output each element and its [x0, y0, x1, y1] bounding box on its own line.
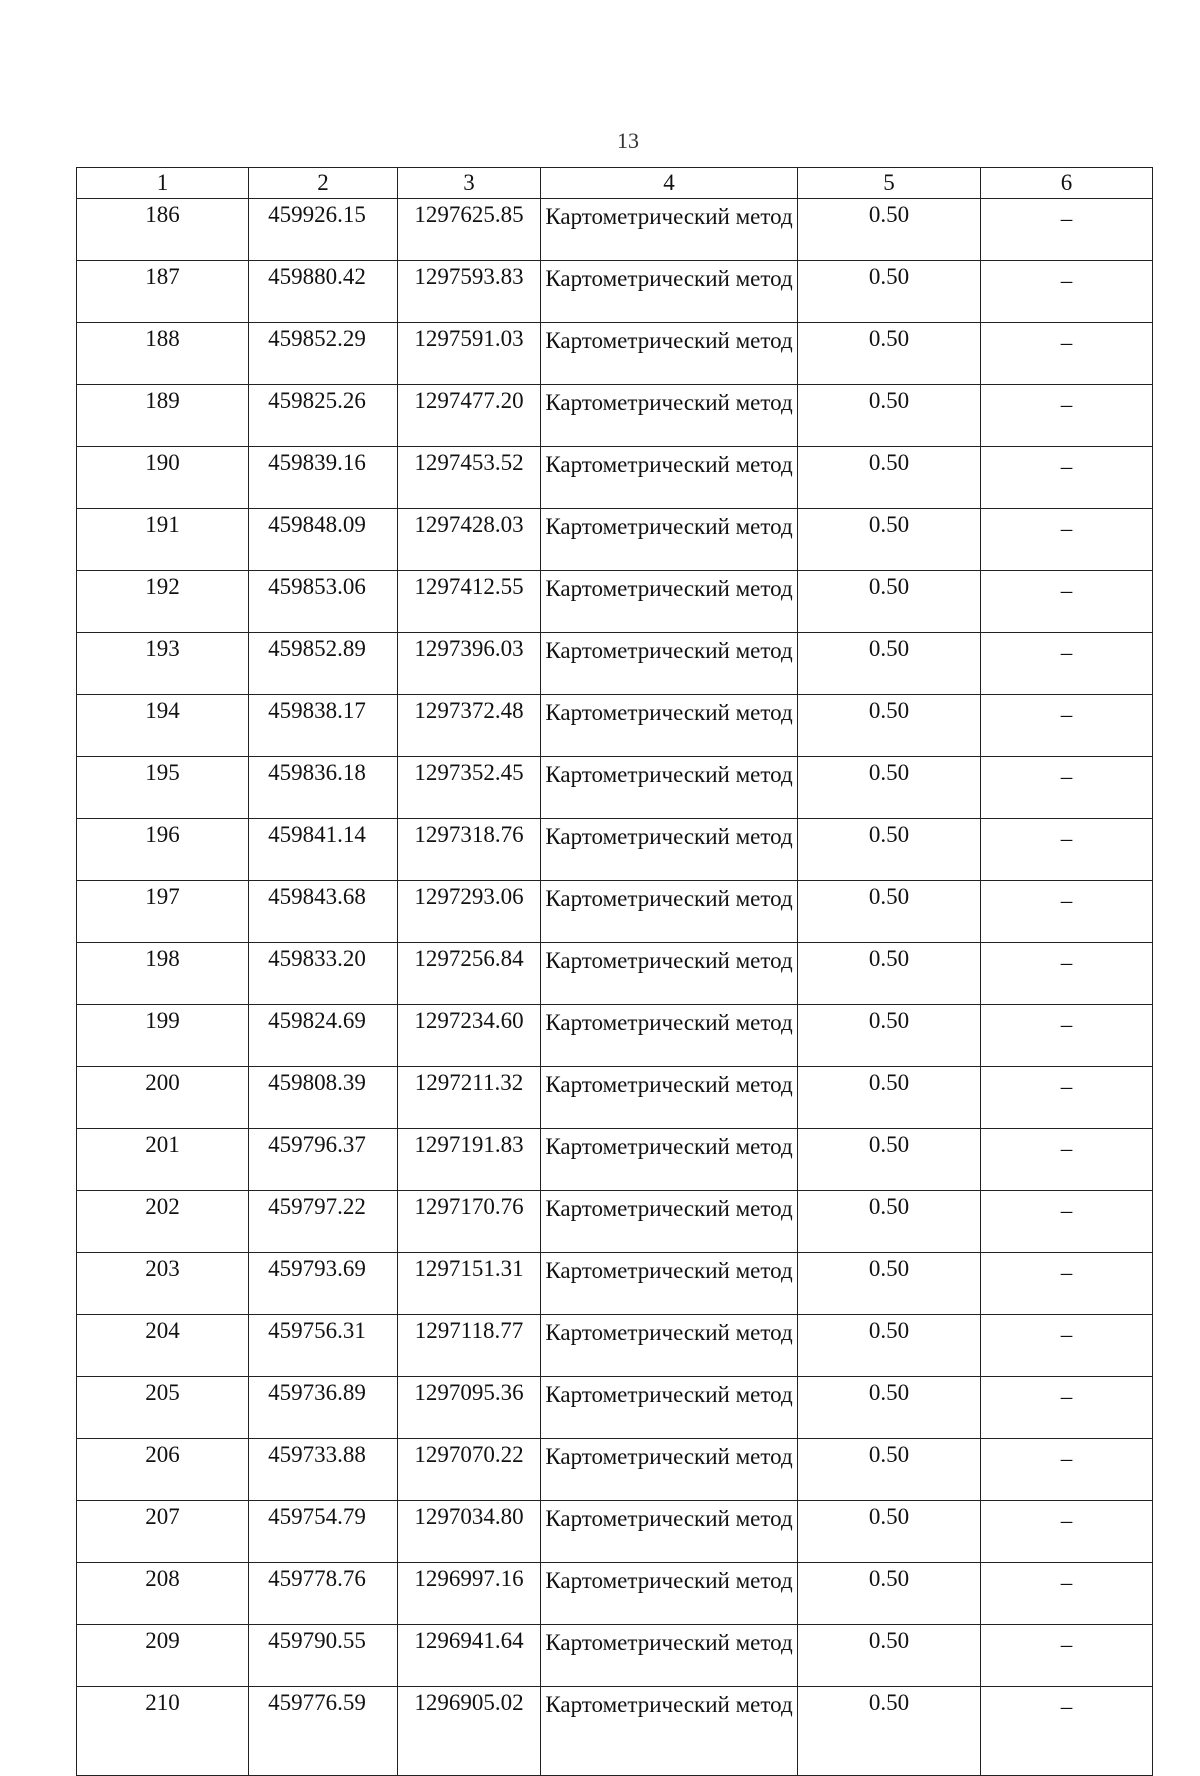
y-coordinate-cell: 1296941.64: [398, 1625, 541, 1687]
x-coordinate-cell: 459836.18: [249, 757, 398, 819]
x-coordinate-cell: 459825.26: [249, 385, 398, 447]
note-cell: –: [981, 1005, 1153, 1067]
x-coordinate-cell: 459808.39: [249, 1067, 398, 1129]
note-cell: –: [981, 757, 1153, 819]
accuracy-cell: 0.50: [798, 323, 981, 385]
x-coordinate-cell: 459790.55: [249, 1625, 398, 1687]
table-body: [77, 199, 1153, 1776]
column-header: 1: [77, 168, 249, 199]
y-coordinate-cell: 1297593.83: [398, 261, 541, 323]
note-cell: –: [981, 633, 1153, 695]
table-row: [77, 881, 1153, 943]
table-row: [77, 509, 1153, 571]
method-cell: Картометрический метод: [541, 1439, 798, 1501]
table-row: [77, 943, 1153, 1005]
method-cell: Картометрический метод: [541, 757, 798, 819]
table-row: [77, 1067, 1153, 1129]
table-row: [77, 695, 1153, 757]
y-coordinate-cell: 1297095.36: [398, 1377, 541, 1439]
x-coordinate-cell: 459853.06: [249, 571, 398, 633]
method-cell: Картометрический метод: [541, 1253, 798, 1315]
table-row: [77, 447, 1153, 509]
y-coordinate-cell: 1297211.32: [398, 1067, 541, 1129]
method-cell: Картометрический метод: [541, 633, 798, 695]
accuracy-cell: 0.50: [798, 757, 981, 819]
accuracy-cell: 0.50: [798, 819, 981, 881]
note-cell: –: [981, 323, 1153, 385]
accuracy-cell: 0.50: [798, 1377, 981, 1439]
note-cell: –: [981, 1067, 1153, 1129]
y-coordinate-cell: 1297625.85: [398, 199, 541, 261]
y-coordinate-cell: 1297318.76: [398, 819, 541, 881]
x-coordinate-cell: 459796.37: [249, 1129, 398, 1191]
y-coordinate-cell: 1297234.60: [398, 1005, 541, 1067]
table-row: [77, 261, 1153, 323]
point-number-cell: 187: [77, 261, 249, 323]
method-cell: Картометрический метод: [541, 943, 798, 1005]
x-coordinate-cell: 459848.09: [249, 509, 398, 571]
accuracy-cell: 0.50: [798, 199, 981, 261]
table-row: [77, 1439, 1153, 1501]
y-coordinate-cell: 1297453.52: [398, 447, 541, 509]
method-cell: Картометрический метод: [541, 1625, 798, 1687]
accuracy-cell: 0.50: [798, 261, 981, 323]
point-number-cell: 200: [77, 1067, 249, 1129]
point-number-cell: 209: [77, 1625, 249, 1687]
y-coordinate-cell: 1297256.84: [398, 943, 541, 1005]
x-coordinate-cell: 459852.89: [249, 633, 398, 695]
table-row: [77, 1501, 1153, 1563]
note-cell: –: [981, 1253, 1153, 1315]
point-number-cell: 205: [77, 1377, 249, 1439]
table-row: [77, 571, 1153, 633]
x-coordinate-cell: 459839.16: [249, 447, 398, 509]
point-number-cell: 197: [77, 881, 249, 943]
table-row: [77, 323, 1153, 385]
method-cell: Картометрический метод: [541, 881, 798, 943]
note-cell: –: [981, 1439, 1153, 1501]
table-row: [77, 385, 1153, 447]
point-number-cell: 199: [77, 1005, 249, 1067]
accuracy-cell: 0.50: [798, 881, 981, 943]
y-coordinate-cell: 1297070.22: [398, 1439, 541, 1501]
point-number-cell: 189: [77, 385, 249, 447]
x-coordinate-cell: 459797.22: [249, 1191, 398, 1253]
accuracy-cell: 0.50: [798, 1315, 981, 1377]
note-cell: –: [981, 199, 1153, 261]
point-number-cell: 207: [77, 1501, 249, 1563]
column-header: 3: [398, 168, 541, 199]
table-row: [77, 1253, 1153, 1315]
point-number-cell: 204: [77, 1315, 249, 1377]
x-coordinate-cell: 459843.68: [249, 881, 398, 943]
x-coordinate-cell: 459754.79: [249, 1501, 398, 1563]
method-cell: Картометрический метод: [541, 199, 798, 261]
method-cell: Картометрический метод: [541, 1067, 798, 1129]
accuracy-cell: 0.50: [798, 509, 981, 571]
column-header: 6: [981, 168, 1153, 199]
x-coordinate-cell: 459833.20: [249, 943, 398, 1005]
x-coordinate-cell: 459852.29: [249, 323, 398, 385]
method-cell: Картометрический метод: [541, 1191, 798, 1253]
table-header-row: [77, 168, 1153, 199]
table-row: [77, 1005, 1153, 1067]
point-number-cell: 193: [77, 633, 249, 695]
note-cell: –: [981, 385, 1153, 447]
x-coordinate-cell: 459824.69: [249, 1005, 398, 1067]
y-coordinate-cell: 1297118.77: [398, 1315, 541, 1377]
point-number-cell: 210: [77, 1687, 249, 1776]
note-cell: –: [981, 1377, 1153, 1439]
note-cell: –: [981, 1625, 1153, 1687]
method-cell: Картометрический метод: [541, 323, 798, 385]
y-coordinate-cell: 1297412.55: [398, 571, 541, 633]
accuracy-cell: 0.50: [798, 943, 981, 1005]
y-coordinate-cell: 1297352.45: [398, 757, 541, 819]
note-cell: –: [981, 1563, 1153, 1625]
method-cell: Картометрический метод: [541, 1377, 798, 1439]
accuracy-cell: 0.50: [798, 1563, 981, 1625]
table-row: [77, 1563, 1153, 1625]
x-coordinate-cell: 459778.76: [249, 1563, 398, 1625]
x-coordinate-cell: 459841.14: [249, 819, 398, 881]
x-coordinate-cell: 459733.88: [249, 1439, 398, 1501]
method-cell: Картометрический метод: [541, 1563, 798, 1625]
method-cell: Картометрический метод: [541, 509, 798, 571]
accuracy-cell: 0.50: [798, 1439, 981, 1501]
accuracy-cell: 0.50: [798, 633, 981, 695]
table-row: [77, 1687, 1153, 1776]
accuracy-cell: 0.50: [798, 1191, 981, 1253]
x-coordinate-cell: 459756.31: [249, 1315, 398, 1377]
y-coordinate-cell: 1297428.03: [398, 509, 541, 571]
y-coordinate-cell: 1297191.83: [398, 1129, 541, 1191]
table-row: [77, 1625, 1153, 1687]
note-cell: –: [981, 1129, 1153, 1191]
y-coordinate-cell: 1297170.76: [398, 1191, 541, 1253]
accuracy-cell: 0.50: [798, 1253, 981, 1315]
point-number-cell: 201: [77, 1129, 249, 1191]
note-cell: –: [981, 571, 1153, 633]
table-row: [77, 633, 1153, 695]
y-coordinate-cell: 1297372.48: [398, 695, 541, 757]
method-cell: Картометрический метод: [541, 1315, 798, 1377]
table-row: [77, 199, 1153, 261]
note-cell: –: [981, 1315, 1153, 1377]
x-coordinate-cell: 459926.15: [249, 199, 398, 261]
note-cell: –: [981, 447, 1153, 509]
accuracy-cell: 0.50: [798, 1625, 981, 1687]
x-coordinate-cell: 459776.59: [249, 1687, 398, 1776]
y-coordinate-cell: 1296905.02: [398, 1687, 541, 1776]
accuracy-cell: 0.50: [798, 1687, 981, 1776]
table-row: [77, 819, 1153, 881]
method-cell: Картометрический метод: [541, 1129, 798, 1191]
method-cell: Картометрический метод: [541, 447, 798, 509]
accuracy-cell: 0.50: [798, 1129, 981, 1191]
point-number-cell: 196: [77, 819, 249, 881]
point-number-cell: 195: [77, 757, 249, 819]
note-cell: –: [981, 261, 1153, 323]
method-cell: Картометрический метод: [541, 261, 798, 323]
point-number-cell: 203: [77, 1253, 249, 1315]
point-number-cell: 208: [77, 1563, 249, 1625]
method-cell: Картометрический метод: [541, 819, 798, 881]
x-coordinate-cell: 459838.17: [249, 695, 398, 757]
note-cell: –: [981, 1501, 1153, 1563]
method-cell: Картометрический метод: [541, 385, 798, 447]
note-cell: –: [981, 881, 1153, 943]
table-row: [77, 757, 1153, 819]
point-number-cell: 198: [77, 943, 249, 1005]
column-header: 2: [249, 168, 398, 199]
note-cell: –: [981, 1687, 1153, 1776]
method-cell: Картометрический метод: [541, 695, 798, 757]
y-coordinate-cell: 1296997.16: [398, 1563, 541, 1625]
x-coordinate-cell: 459793.69: [249, 1253, 398, 1315]
column-header: 5: [798, 168, 981, 199]
accuracy-cell: 0.50: [798, 571, 981, 633]
point-number-cell: 192: [77, 571, 249, 633]
method-cell: Картометрический метод: [541, 571, 798, 633]
point-number-cell: 188: [77, 323, 249, 385]
page-number: 13: [617, 128, 639, 153]
accuracy-cell: 0.50: [798, 1067, 981, 1129]
y-coordinate-cell: 1297034.80: [398, 1501, 541, 1563]
accuracy-cell: 0.50: [798, 695, 981, 757]
accuracy-cell: 0.50: [798, 1005, 981, 1067]
table-row: [77, 1191, 1153, 1253]
point-number-cell: 194: [77, 695, 249, 757]
y-coordinate-cell: 1297151.31: [398, 1253, 541, 1315]
point-number-cell: 190: [77, 447, 249, 509]
accuracy-cell: 0.50: [798, 447, 981, 509]
method-cell: Картометрический метод: [541, 1687, 798, 1776]
table-row: [77, 1377, 1153, 1439]
y-coordinate-cell: 1297591.03: [398, 323, 541, 385]
point-number-cell: 191: [77, 509, 249, 571]
accuracy-cell: 0.50: [798, 1501, 981, 1563]
table-row: [77, 1129, 1153, 1191]
table-row: [77, 1315, 1153, 1377]
point-number-cell: 186: [77, 199, 249, 261]
coordinates-table: [76, 167, 1153, 1776]
y-coordinate-cell: 1297477.20: [398, 385, 541, 447]
x-coordinate-cell: 459736.89: [249, 1377, 398, 1439]
note-cell: –: [981, 1191, 1153, 1253]
method-cell: Картометрический метод: [541, 1501, 798, 1563]
column-header: 4: [541, 168, 798, 199]
note-cell: –: [981, 819, 1153, 881]
point-number-cell: 206: [77, 1439, 249, 1501]
point-number-cell: 202: [77, 1191, 249, 1253]
y-coordinate-cell: 1297396.03: [398, 633, 541, 695]
note-cell: –: [981, 509, 1153, 571]
y-coordinate-cell: 1297293.06: [398, 881, 541, 943]
x-coordinate-cell: 459880.42: [249, 261, 398, 323]
accuracy-cell: 0.50: [798, 385, 981, 447]
note-cell: –: [981, 695, 1153, 757]
note-cell: –: [981, 943, 1153, 1005]
method-cell: Картометрический метод: [541, 1005, 798, 1067]
